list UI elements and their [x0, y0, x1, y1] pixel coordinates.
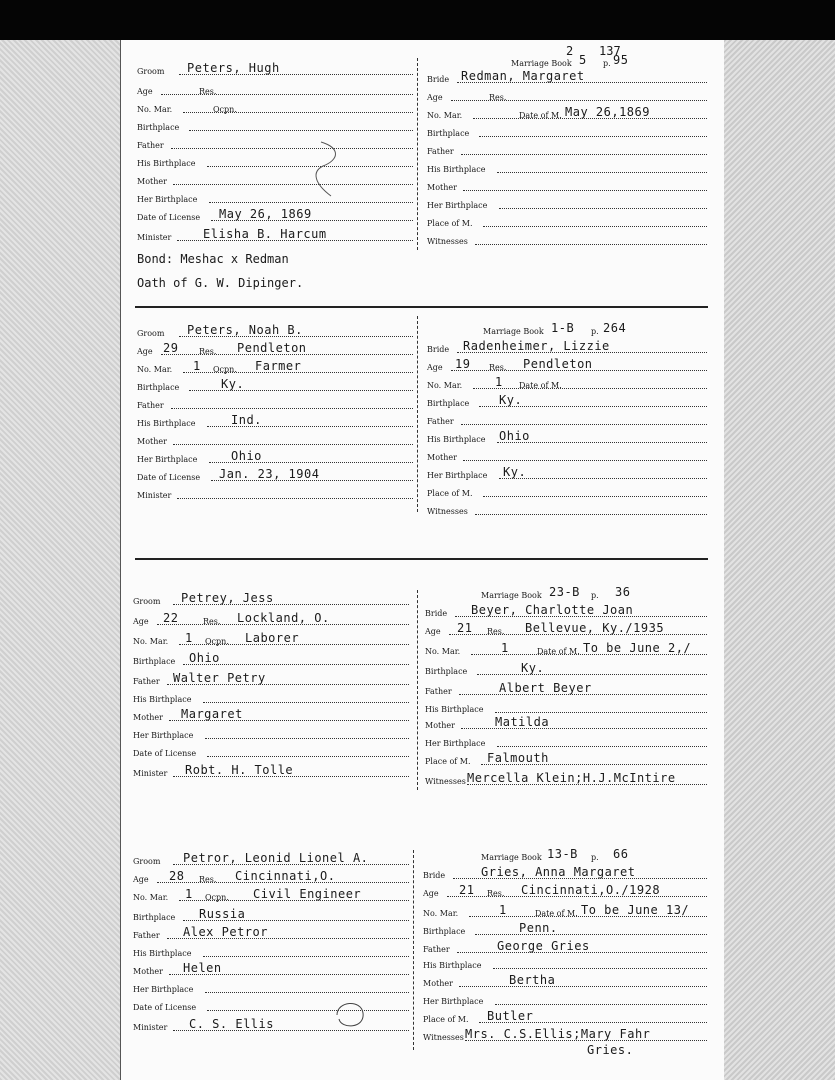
- date-of-marriage: May 26,1869: [565, 105, 650, 119]
- groom-age: 29: [163, 341, 179, 355]
- groom-father: Walter Petry: [173, 671, 266, 685]
- minister-name: C. S. Ellis: [189, 1017, 274, 1031]
- witnesses: Mercella Klein;H.J.McIntire: [467, 771, 676, 785]
- record-separator: [135, 306, 708, 308]
- minister-name: Robt. H. Tolle: [185, 763, 294, 777]
- date-of-license: Jan. 23, 1904: [219, 467, 320, 481]
- column-divider: [417, 590, 418, 790]
- bride-age: 21: [459, 883, 475, 897]
- groom-occupation: Laborer: [245, 631, 300, 645]
- bride-mother: Bertha: [509, 973, 556, 987]
- bride-name: Radenheimer, Lizzie: [463, 339, 610, 353]
- groom-age: 28: [169, 869, 185, 883]
- marriage-record-2: Groom Peters, Noah B. Age 29 Res. Pendleton No. Mar. 1 Ocpn. Farmer Birthplace Ky. Father His Birthplace Ind. Mother Her Birthplace Ohio Date of License Jan. 23, 1904 Minister Marriage Book 1-B p. 264 Bride Radenheimer, Lizzie Age 19 Res. Pendleton No. Mar. 1 Date of M. Birthplace Ky. Father His Birthplace Ohio Mother Her Birthplace Ky. Place of M. Witnesses: [121, 316, 724, 516]
- marriage-book-page: 95: [613, 53, 629, 67]
- marriage-record-3: Groom Petrey, Jess Age 22 Res. Lockland, O. No. Mar. 1 Ocpn. Laborer Birthplace Ohio Father Walter Petry His Birthplace Mother Margaret Her Birthplace Date of License Minister Robt. H. Tolle Marriage Book 23-B p. 36 Bride Beyer, Charlotte Joan Age 21 Res. Bellevue, Ky./1935 No. Mar. 1 Date of M. To be June 2,/ Birthplace Ky. Father Albert Beyer His Birthplace Mother Matilda Her Birthplace Place of M. Falmouth Witnesses Mercella Klein;H.J.McIntire: [121, 580, 724, 800]
- groom-birthplace: Ky.: [221, 377, 245, 391]
- bride-name: Beyer, Charlotte Joan: [471, 603, 634, 617]
- groom-no-marriages: 1: [185, 631, 193, 645]
- groom-birthplace: Ohio: [189, 651, 220, 665]
- groom-name: Petror, Leonid Lionel A.: [183, 851, 369, 865]
- marriage-book-page: 36: [615, 585, 631, 599]
- bride-age: 19: [455, 357, 471, 371]
- bride-birthplace: Ky.: [521, 661, 545, 675]
- bride-birthplace: Penn.: [519, 921, 558, 935]
- column-divider: [413, 850, 414, 1050]
- groom-no-marriages: 1: [185, 887, 193, 901]
- scanner-background-right: [723, 40, 835, 1080]
- groom-name: Petrey, Jess: [181, 591, 274, 605]
- record-separator: [135, 558, 708, 560]
- scanner-top-edge: [0, 0, 835, 40]
- bride-father: George Gries: [497, 939, 590, 953]
- witnesses: Mrs. C.S.Ellis;Mary Fahr: [465, 1027, 651, 1041]
- marriage-book-page: 66: [613, 847, 629, 861]
- groom-name: Peters, Noah B.: [187, 323, 303, 337]
- bride-name: Gries, Anna Margaret: [481, 865, 636, 879]
- oath-note: Oath of G. W. Dipinger.: [137, 276, 304, 290]
- bride-age: 21: [457, 621, 473, 635]
- date-of-license: May 26, 1869: [219, 207, 312, 221]
- her-birthplace: Ky.: [503, 465, 527, 479]
- marriage-book-number: 1-B: [551, 321, 575, 335]
- bride-no-marriages: 1: [501, 641, 509, 655]
- groom-father: Alex Petror: [183, 925, 268, 939]
- groom-occupation: Civil Engineer: [253, 887, 362, 901]
- sheet-number: 2: [566, 44, 574, 58]
- minister-name: Elisha B. Harcum: [203, 227, 327, 241]
- groom-name: Peters, Hugh: [187, 61, 280, 75]
- groom-birthplace: Russia: [199, 907, 246, 921]
- bride-no-marriages: 1: [495, 375, 503, 389]
- groom-occupation: Farmer: [255, 359, 302, 373]
- groom-age: 22: [163, 611, 179, 625]
- scanner-background-left: [0, 40, 120, 1080]
- his-birthplace: Ohio: [499, 429, 530, 443]
- bride-name: Redman, Margaret: [461, 69, 585, 83]
- marriage-book-page: 264: [603, 321, 627, 335]
- page-number: 137: [599, 44, 621, 58]
- her-birthplace: Ohio: [231, 449, 262, 463]
- witnesses-continued: Gries.: [587, 1043, 634, 1057]
- bride-residence: Cincinnati,O./1928: [521, 883, 661, 897]
- groom-residence: Cincinnati,O.: [235, 869, 336, 883]
- date-of-marriage: To be June 13/: [581, 903, 690, 917]
- bride-no-marriages: 1: [499, 903, 507, 917]
- groom-residence: Lockland, O.: [237, 611, 330, 625]
- pen-circle-mark: [331, 995, 371, 1035]
- date-of-marriage: To be June 2,/: [583, 641, 692, 655]
- bride-residence: Pendleton: [523, 357, 593, 371]
- marriage-book-number: 5: [579, 53, 587, 67]
- index-card-sheet: [120, 40, 724, 1080]
- marriage-record-1: Groom Peters, Hugh Age Res. No. Mar. Ocpn. Birthplace Father His Birthplace Mother Her Birthplace Date of License May 26, 1869 Minister Elisha B. Harcum Marriage Book 5 p. 95 Bride Redman, Margaret Age Res. No. Mar. Date of M. May 26,1869 Birthplace Father His Birthplace Mother Her Birthplace Place of M. Witnesses Bond: Meshac x Redman Oath of G. W. Dipinger.: [121, 58, 724, 308]
- pen-scribble: [301, 140, 351, 200]
- marriage-record-4: Groom Petror, Leonid Lionel A. Age 28 Res. Cincinnati,O. No. Mar. 1 Ocpn. Civil Engineer Birthplace Russia Father Alex Petror His Birthplace Mother Helen Her Birthplace Date of License Minister C. S. Ellis Marriage Book 13-B p. 66 Bride Gries, Anna Margaret Age 21 Res. Cincinnati,O./1928 No. Mar. 1 Date of M. To be June 13/ Birthplace Penn. Father George Gries His Birthplace Mother Bertha Her Birthplace Place of M. Butler Witnesses Mrs. C.S.Ellis;Mary Fahr Gries.: [121, 840, 724, 1080]
- his-birthplace: Ind.: [231, 413, 262, 427]
- place-of-marriage: Falmouth: [487, 751, 549, 765]
- groom-mother: Helen: [183, 961, 222, 975]
- bond-note: Bond: Meshac x Redman: [137, 252, 289, 266]
- bride-father: Albert Beyer: [499, 681, 592, 695]
- groom-no-marriages: 1: [193, 359, 201, 373]
- bride-mother: Matilda: [495, 715, 550, 729]
- bride-birthplace: Ky.: [499, 393, 523, 407]
- column-divider: [417, 316, 418, 512]
- groom-residence: Pendleton: [237, 341, 307, 355]
- groom-mother: Margaret: [181, 707, 243, 721]
- bride-residence: Bellevue, Ky./1935: [525, 621, 665, 635]
- marriage-book-number: 13-B: [547, 847, 578, 861]
- place-of-marriage: Butler: [487, 1009, 534, 1023]
- marriage-book-number: 23-B: [549, 585, 580, 599]
- column-divider: [417, 58, 418, 250]
